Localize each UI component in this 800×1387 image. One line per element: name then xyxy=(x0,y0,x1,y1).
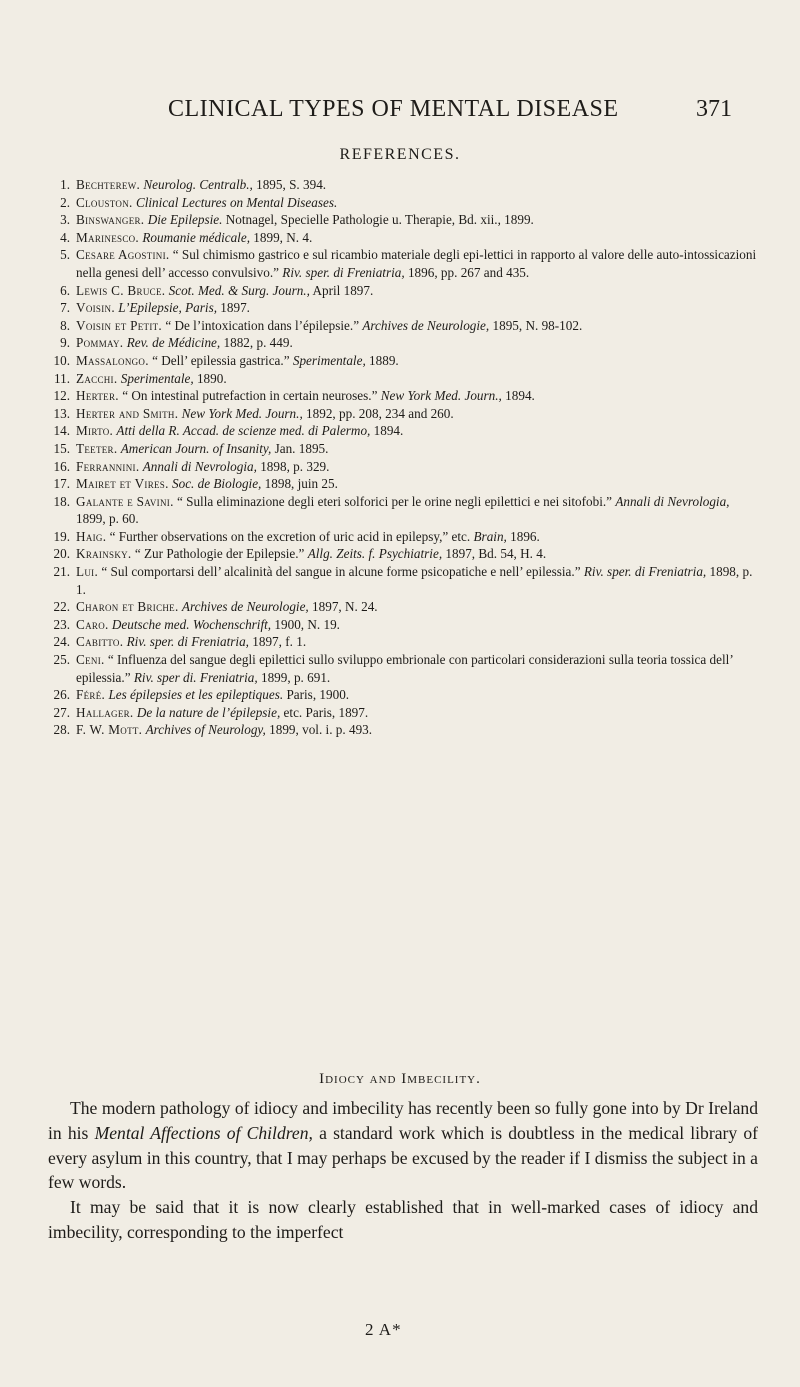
reference-entry xyxy=(48,405,760,423)
reference-entry xyxy=(48,493,760,528)
reference-number: 9. xyxy=(60,335,70,351)
reference-entry xyxy=(48,194,760,212)
reference-entry xyxy=(48,440,760,458)
reference-number: 24. xyxy=(53,634,70,650)
italic-title: Sperimentale, xyxy=(120,370,194,386)
reference-author: Féré. xyxy=(76,687,106,703)
italic-title: Neurolog. Centralb., xyxy=(143,177,253,192)
italic-title: Die Epilepsie. xyxy=(147,212,223,228)
reference-number: 15. xyxy=(53,440,70,456)
reference-number: 13. xyxy=(53,405,70,421)
reference-number: 27. xyxy=(53,704,70,720)
reference-entry xyxy=(48,317,760,335)
reference-entry xyxy=(48,334,760,352)
reference-author: Cesare Agostini. xyxy=(76,247,170,263)
reference-author: Zacchi. xyxy=(76,370,118,386)
reference-entry xyxy=(48,211,760,229)
reference-number: 23. xyxy=(53,616,70,632)
text-segment: 1896, pp. 267 and 435. xyxy=(404,264,530,280)
text-segment: The modern pathology of idiocy and imbecility has recently been so fully gone into by Dr Ireland in his xyxy=(48,1098,758,1143)
reference-author: Bechterew. xyxy=(76,177,141,192)
references-heading: REFERENCES. xyxy=(339,146,461,163)
italic-title: Soc. de Biologie, xyxy=(172,476,262,492)
reference-entry xyxy=(48,633,760,651)
text-segment: “ Further observations on the excretion of uric acid in epilepsy,” etc. xyxy=(109,528,474,544)
text-segment: 1898, p. 1. xyxy=(76,564,753,597)
reference-number: 28. xyxy=(53,722,70,738)
italic-title: Roumanie médicale, xyxy=(142,229,250,245)
text-segment: “ De l’intoxication dans l’épilepsie.” xyxy=(165,317,363,333)
section-heading: Idiocy and Imbecility. xyxy=(319,1071,481,1087)
italic-title: De la nature de l’épilepsie, xyxy=(136,704,281,720)
reference-entry xyxy=(48,686,760,704)
text-segment: a standard work which is doubtless in the medical library of every asylum in this country, that I may perhaps be excused by the reader if I dismiss the subject in a few words. xyxy=(48,1122,758,1193)
italic-title: Riv. sper di. Freniatria, xyxy=(133,669,258,685)
reference-author: F. W. Mott. xyxy=(76,722,143,738)
text-segment: 1895, S. 394. xyxy=(252,177,327,192)
italic-title: Archives of Neurology, xyxy=(145,722,266,738)
reference-author: Galante e Savini. xyxy=(76,493,174,509)
reference-author: Voisin et Petit. xyxy=(76,317,163,333)
text-segment: 1899, vol. i. p. 493. xyxy=(265,722,373,738)
text-segment: 1899, p. 691. xyxy=(257,669,331,685)
italic-title: Brain, xyxy=(473,528,507,544)
text-segment: 1899, N. 4. xyxy=(250,229,313,245)
page-number: 371 xyxy=(696,96,732,122)
text-segment: etc. Paris, 1897. xyxy=(280,704,369,720)
reference-number: 2. xyxy=(60,194,70,210)
text-segment: 1900, N. 19. xyxy=(271,616,340,632)
reference-author: Mirto. xyxy=(76,423,114,439)
reference-author: Clouston. xyxy=(76,194,133,210)
italic-title: Riv. sper. di Freniatria, xyxy=(126,634,249,650)
paragraph xyxy=(48,1096,758,1195)
reference-author: Herter. xyxy=(76,388,119,404)
italic-title: New York Med. Journ., xyxy=(380,388,502,404)
reference-entry xyxy=(48,651,760,686)
reference-author: Massalongo. xyxy=(76,352,149,368)
reference-entry xyxy=(48,299,760,317)
italic-title: Mental Affections of Children, xyxy=(94,1122,313,1143)
running-head-title: CLINICAL TYPES OF MENTAL DISEASE xyxy=(168,96,619,122)
reference-number: 14. xyxy=(53,423,70,439)
italic-title: Archives de Neurologie, xyxy=(181,599,309,615)
reference-author: Pommay. xyxy=(76,335,124,351)
italic-title: Riv. sper. di Freniatria, xyxy=(583,564,707,580)
reference-author: Ferrannini. xyxy=(76,458,140,474)
reference-number: 20. xyxy=(53,546,70,562)
text-segment: 1882, p. 449. xyxy=(220,335,293,351)
reference-number: 22. xyxy=(53,599,70,615)
reference-author: Charon et Briche. xyxy=(76,599,179,615)
reference-number: 12. xyxy=(53,388,70,404)
text-segment: Notnagel, Specielle Pathologie u. Therapie, Bd. xii., 1899. xyxy=(222,212,534,228)
text-segment: 1897. xyxy=(217,300,250,316)
italic-title: Annali di Nevrologia, xyxy=(615,493,730,509)
italic-title: Clinical Lectures on Mental Diseases. xyxy=(135,194,338,210)
reference-number: 25. xyxy=(53,652,70,668)
italic-title: Allg. Zeits. f. Psychiatrie, xyxy=(307,546,443,562)
reference-author: Haig. xyxy=(76,528,107,544)
text-segment: 1897, f. 1. xyxy=(248,634,307,650)
reference-author: Caro. xyxy=(76,616,109,632)
italic-title: American Journ. of Insanity, xyxy=(120,440,272,456)
text-segment: “ Sul chimismo gastrico e sul ricambio materiale degli epi-lettici in rapporto al valore delle auto-intossicazioni nella genesi dell’ accesso convulsivo.” xyxy=(76,247,757,280)
text-segment: Paris, 1900. xyxy=(283,687,350,703)
text-segment: 1890. xyxy=(193,370,227,386)
body-text xyxy=(48,1096,758,1245)
reference-number: 10. xyxy=(53,352,70,368)
paragraph xyxy=(48,1195,758,1245)
reference-entry xyxy=(48,616,760,634)
text-segment: 1894. xyxy=(501,388,535,404)
italic-title: Scot. Med. & Surg. Journ., xyxy=(168,282,310,298)
italic-title: Atti della R. Accad. de scienze med. di Palermo, xyxy=(116,423,371,439)
text-segment: 1892, pp. 208, 234 and 260. xyxy=(302,405,454,421)
text-segment: 1898, p. 329. xyxy=(256,458,330,474)
reference-entry xyxy=(48,721,760,739)
text-segment: “ On intestinal putrefaction in certain neuroses.” xyxy=(122,388,381,404)
reference-number: 21. xyxy=(53,564,70,580)
reference-entry xyxy=(48,458,760,476)
text-segment: Jan. 1895. xyxy=(271,440,329,456)
reference-author: Ceni. xyxy=(76,652,105,668)
reference-entry xyxy=(48,422,760,440)
text-segment: “ Influenza del sangue degli epilettici sullo sviluppo embrionale con particolari considerazioni sulla teoria tossica dell’ epilessia.” xyxy=(76,652,733,685)
reference-author: Voisin. xyxy=(76,300,115,316)
italic-title: Riv. sper. di Freniatria, xyxy=(282,264,405,280)
reference-entry xyxy=(48,563,760,598)
reference-entry xyxy=(48,176,760,194)
reference-entry xyxy=(48,387,760,405)
reference-author: Lewis C. Bruce. xyxy=(76,282,166,298)
signature-mark: 2 A* xyxy=(365,1320,402,1339)
text-segment: “ Sulla eliminazione degli eteri solforici per le orine negli epilettici e nei sitofobi.” xyxy=(176,493,616,509)
reference-number: 18. xyxy=(53,493,70,509)
reference-entry xyxy=(48,545,760,563)
italic-title: Sperimentale, xyxy=(292,352,366,368)
reference-entry xyxy=(48,229,760,247)
reference-entry xyxy=(48,282,760,300)
text-segment: “ Sul comportarsi dell’ alcalinità del sangue in alcune forme psicopatiche e nell’ epilessia.” xyxy=(101,564,584,580)
reference-entry xyxy=(48,598,760,616)
text-segment: It may be said that it is now clearly established that in well-marked cases of idiocy and imbecility, corresponding to the imperfect xyxy=(48,1197,758,1242)
text-segment: 1899, p. 60. xyxy=(76,511,139,527)
italic-title: Deutsche med. Wochenschrift, xyxy=(111,616,272,632)
reference-author: Binswanger. xyxy=(76,212,145,228)
reference-author: Cabitto. xyxy=(76,634,124,650)
reference-entry xyxy=(48,704,760,722)
reference-author: Lui. xyxy=(76,564,99,580)
reference-number: 1. xyxy=(60,177,70,192)
reference-number: 5. xyxy=(60,247,70,263)
reference-number: 3. xyxy=(60,212,70,228)
text-segment: 1898, juin 25. xyxy=(261,476,338,492)
reference-author: Mairet et Vires. xyxy=(76,476,169,492)
reference-number: 7. xyxy=(60,300,70,316)
reference-entry xyxy=(48,352,760,370)
reference-author: Hallager. xyxy=(76,704,134,720)
reference-author: Teeter. xyxy=(76,440,118,456)
running-head xyxy=(0,96,800,130)
reference-entry xyxy=(48,370,760,388)
text-segment: 1895, N. 98-102. xyxy=(489,317,583,333)
reference-number: 16. xyxy=(53,458,70,474)
reference-entry xyxy=(48,246,760,281)
italic-title: Annali di Nevrologia, xyxy=(142,458,257,474)
reference-number: 11. xyxy=(54,370,70,386)
italic-title: Archives de Neurologie, xyxy=(362,317,490,333)
reference-author: Marinesco. xyxy=(76,229,140,245)
italic-title: Rev. de Médicine, xyxy=(126,335,221,351)
text-segment: 1894. xyxy=(370,423,404,439)
reference-author: Krainsky. xyxy=(76,546,132,562)
italic-title: Les épilepsies et les epileptiques. xyxy=(108,687,284,703)
text-segment: April 1897. xyxy=(309,282,374,298)
text-segment: 1897, N. 24. xyxy=(308,599,378,615)
italic-title: L’Epilepsie, Paris, xyxy=(118,300,217,316)
reference-author: Herter and Smith. xyxy=(76,405,179,421)
text-segment: “ Dell’ epilessia gastrica.” xyxy=(152,352,293,368)
text-segment: 1896. xyxy=(506,528,540,544)
reference-number: 17. xyxy=(53,476,70,492)
reference-entry xyxy=(48,475,760,493)
reference-number: 26. xyxy=(53,687,70,703)
italic-title: New York Med. Journ., xyxy=(181,405,303,421)
reference-number: 4. xyxy=(60,229,70,245)
reference-number: 19. xyxy=(53,528,70,544)
text-segment: “ Zur Pathologie der Epilepsie.” xyxy=(134,546,308,562)
references-list xyxy=(48,176,760,739)
reference-number: 6. xyxy=(60,282,70,298)
reference-number: 8. xyxy=(60,317,70,333)
text-segment: 1889. xyxy=(365,352,399,368)
reference-entry xyxy=(48,528,760,546)
text-segment: 1897, Bd. 54, H. 4. xyxy=(442,546,547,562)
